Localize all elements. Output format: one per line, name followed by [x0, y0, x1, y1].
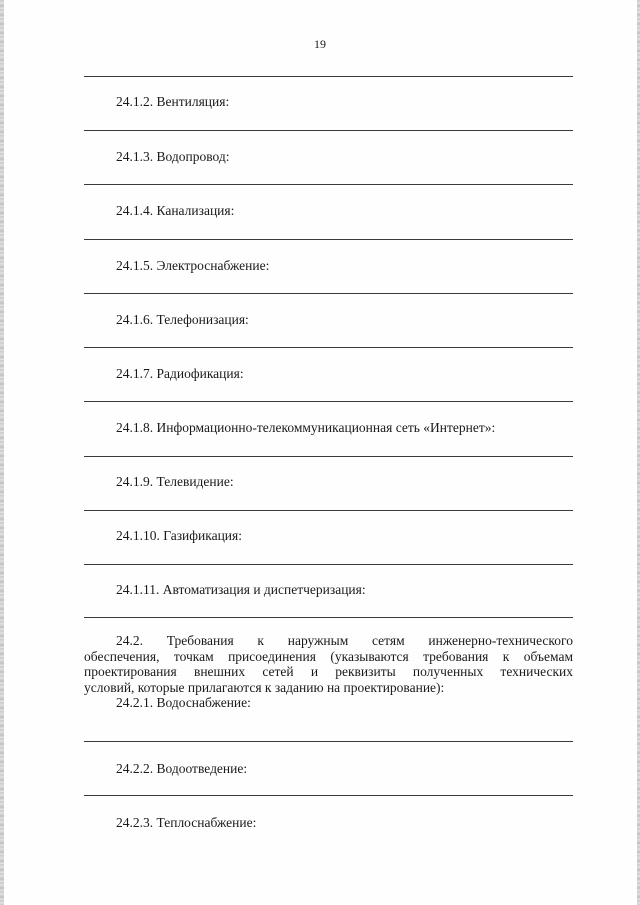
item-power-supply: 24.1.5. Электроснабжение:	[116, 258, 270, 273]
paragraph-line: условий, которые прилагаются к заданию на проектирование):	[84, 679, 445, 695]
fill-line	[84, 401, 573, 402]
item-television: 24.1.9. Телевидение:	[116, 474, 234, 489]
fill-line	[84, 741, 573, 742]
item-internet: 24.1.8. Информационно-телекоммуникационная сеть «Интернет»:	[116, 420, 496, 435]
item-water-disposal: 24.2.2. Водоотведение:	[116, 761, 248, 776]
fill-line	[84, 130, 573, 131]
item-sewerage: 24.1.4. Канализация:	[116, 203, 235, 218]
fill-line	[84, 184, 573, 185]
fill-line	[84, 617, 573, 618]
item-heat-supply: 24.2.3. Теплоснабжение:	[116, 815, 257, 830]
fill-line	[84, 239, 573, 240]
fill-line	[84, 456, 573, 457]
item-telephony: 24.1.6. Телефонизация:	[116, 312, 249, 327]
fill-line	[84, 510, 573, 511]
item-water-supply: 24.1.3. Водопровод:	[116, 149, 230, 164]
requirements-paragraph	[84, 633, 573, 711]
fill-line	[84, 293, 573, 294]
item-radio: 24.1.7. Радиофикация:	[116, 366, 244, 381]
scan-edge-left	[0, 0, 4, 905]
item-water-supply-external: 24.2.1. Водоснабжение:	[116, 695, 251, 710]
page-number: 19	[314, 37, 326, 51]
fill-line	[84, 347, 573, 348]
fill-line	[84, 795, 573, 796]
item-automation: 24.1.11. Автоматизация и диспетчеризация:	[116, 582, 366, 597]
item-gasification: 24.1.10. Газификация:	[116, 528, 242, 543]
paragraph-line: проектирования внешних сетей и реквизиты полученных технических	[84, 664, 573, 679]
paragraph-line: обеспечения, точкам присоединения (указываются требования к объемам	[84, 648, 573, 664]
fill-line	[84, 76, 573, 77]
fill-line	[84, 564, 573, 565]
paragraph-line: 24.2. Требования к наружным сетям инженерно-технического	[116, 633, 573, 648]
item-ventilation: 24.1.2. Вентиляция:	[116, 94, 230, 109]
